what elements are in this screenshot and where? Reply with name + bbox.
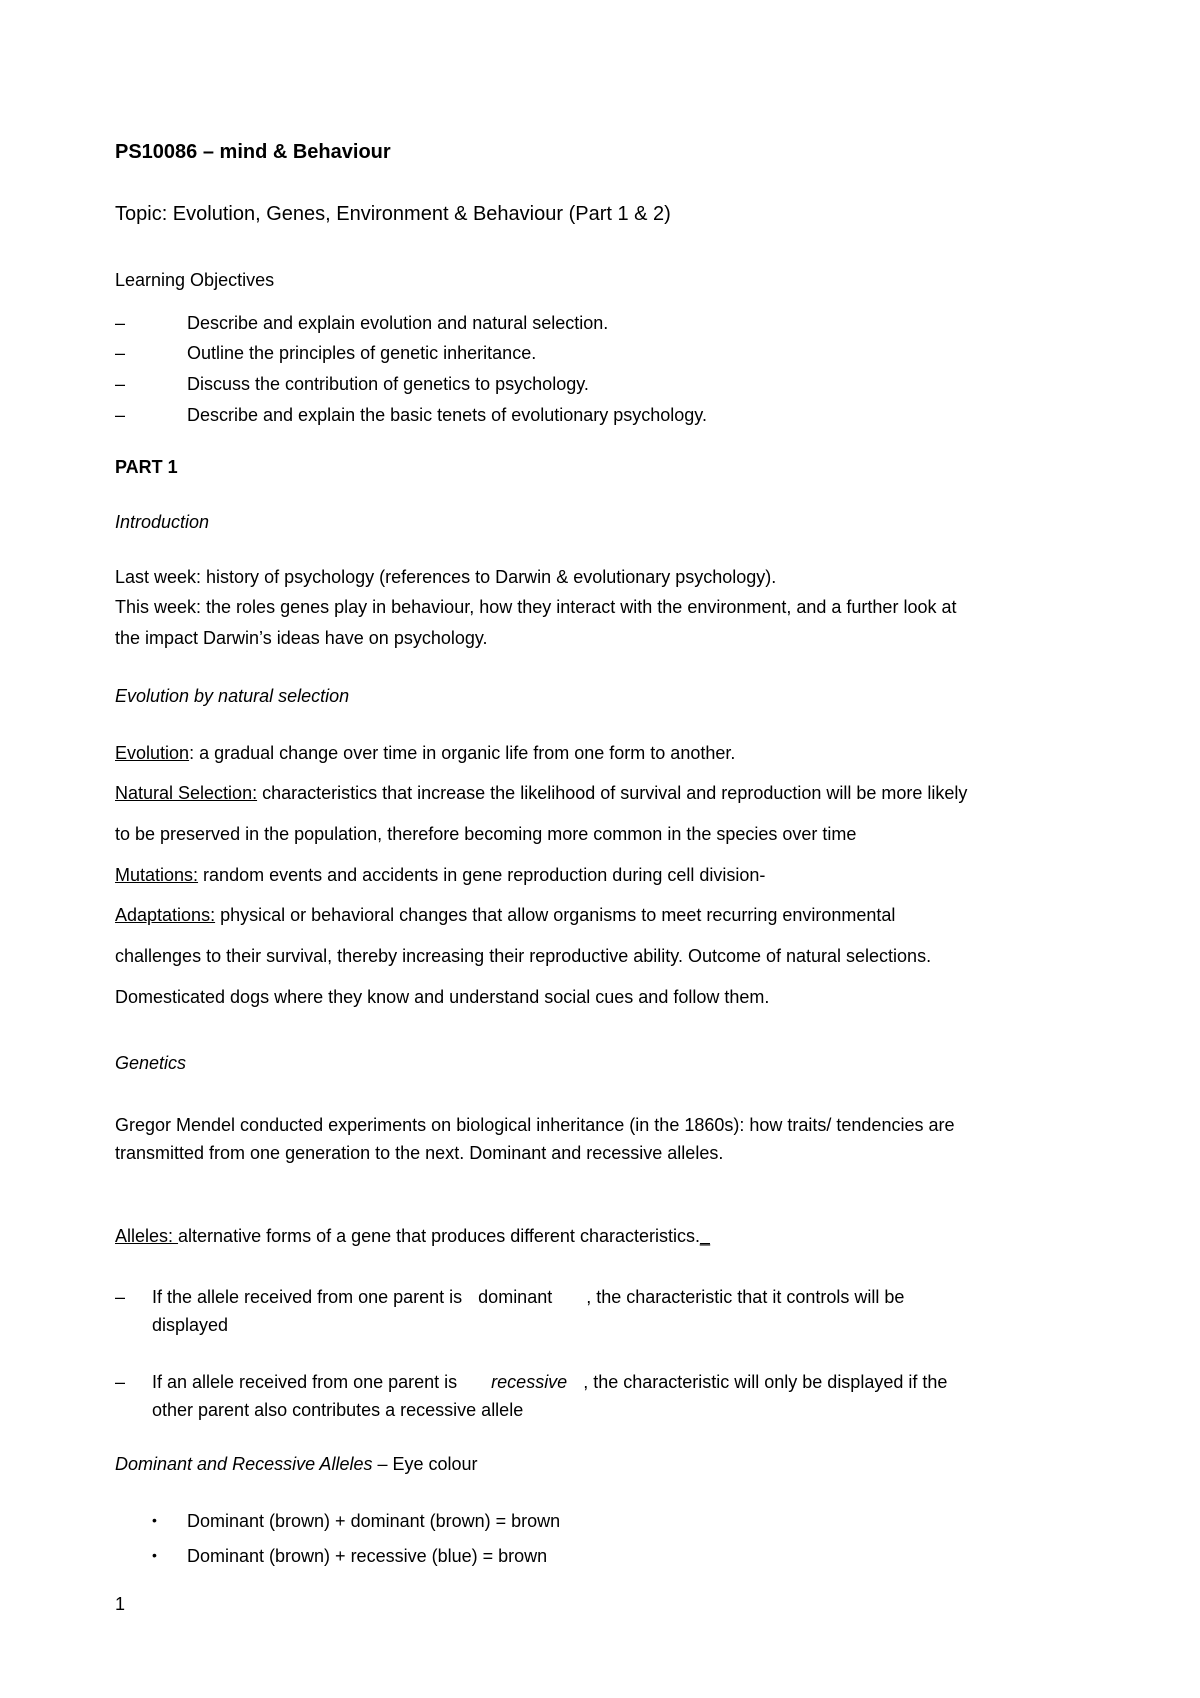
dash-marker: – — [115, 1372, 126, 1392]
dogs-line: Domesticated dogs where they know and understand social cues and follow them. — [115, 987, 770, 1007]
objective-text: Describe and explain the basic tenets of evolutionary psychology. — [187, 405, 707, 425]
dominant-pre: If the allele received from one parent is — [152, 1287, 463, 1307]
natural-selection-definition — [115, 781, 967, 805]
recessive-cont: other parent also contributes a recessive allele — [152, 1400, 524, 1420]
dominant-cont: displayed — [152, 1315, 229, 1335]
eye-colour-item — [152, 1543, 547, 1568]
alleles-def: alternative forms of a gene that produces different characteristics. — [178, 1226, 700, 1246]
bullet-marker: • — [152, 1512, 157, 1528]
objective-text: Discuss the contribution of genetics to psychology. — [187, 374, 589, 394]
dash-marker: – — [115, 343, 126, 363]
dash-marker: – — [115, 374, 126, 394]
mutations-def: random events and accidents in gene reproduction during cell division- — [198, 865, 766, 885]
objective-item — [115, 311, 608, 335]
intro-line: Last week: history of psychology (references to Darwin & evolutionary psychology). — [115, 567, 777, 587]
dominant-word: dominant — [478, 1287, 553, 1307]
selection-def: characteristics that increase the likelihood of survival and reproduction will be more likely — [257, 783, 968, 803]
recessive-pre: If an allele received from one parent is — [152, 1372, 458, 1392]
eye-colour-item — [152, 1508, 560, 1533]
recessive-post: , the characteristic will only be displayed if the — [583, 1372, 948, 1392]
course-title: PS10086 – mind & Behaviour — [115, 141, 391, 163]
eye-colour-text: Dominant (brown) + recessive (blue) = brown — [187, 1546, 548, 1566]
objective-text: Outline the principles of genetic inheritance. — [187, 343, 537, 363]
mendel-line: transmitted from one generation to the next. Dominant and recessive alleles. — [115, 1143, 724, 1163]
mutations-definition — [115, 863, 765, 887]
dash-marker: – — [115, 405, 126, 425]
mutations-term: Mutations: — [115, 865, 199, 885]
part1-heading: PART 1 — [115, 457, 178, 477]
mendel-line: Gregor Mendel conducted experiments on biological inheritance (in the 1860s): how traits/ tendencies are — [115, 1115, 955, 1135]
intro-line: the impact Darwin’s ideas have on psychology. — [115, 628, 488, 648]
evolution-definition — [115, 741, 735, 765]
eye-heading-italic: Dominant and Recessive Alleles — [115, 1454, 373, 1474]
evolution-def: : a gradual change over time in organic life from one form to another. — [189, 743, 736, 763]
adaptations-continued: challenges to their survival, thereby increasing their reproductive ability. Outcome of natural selections. — [115, 946, 932, 966]
recessive-word: recessive — [491, 1372, 568, 1392]
recessive-item — [115, 1368, 1105, 1424]
alleles-term: Alleles: — [115, 1226, 179, 1246]
objective-item — [115, 372, 589, 396]
genetics-heading: Genetics — [115, 1053, 187, 1073]
natural-selection-continued: to be preserved in the population, therefore becoming more common in the species over time — [115, 824, 857, 844]
objectives-heading: Learning Objectives — [115, 270, 275, 290]
alleles-trail: _ — [699, 1226, 710, 1246]
selection-term: Natural Selection: — [115, 783, 258, 803]
dash-marker: – — [115, 1287, 126, 1307]
bullet-marker: • — [152, 1547, 157, 1563]
adaptations-definition — [115, 903, 895, 927]
adaptations-term: Adaptations: — [115, 905, 216, 925]
eye-colour-heading — [115, 1452, 478, 1476]
evolution-heading: Evolution by natural selection — [115, 686, 350, 706]
dominant-item — [115, 1283, 1105, 1339]
objective-item — [115, 341, 536, 365]
objective-text: Describe and explain evolution and natural selection. — [187, 313, 609, 333]
dash-marker: – — [115, 313, 126, 333]
objective-item — [115, 403, 707, 427]
eye-colour-text: Dominant (brown) + dominant (brown) = brown — [187, 1511, 561, 1531]
topic-title: Topic: Evolution, Genes, Environment & Behaviour (Part 1 & 2) — [115, 203, 671, 225]
dominant-post: , the characteristic that it controls will be — [586, 1287, 905, 1307]
evolution-term: Evolution — [115, 743, 190, 763]
eye-heading-rest: – Eye colour — [372, 1454, 478, 1474]
intro-line: This week: the roles genes play in behaviour, how they interact with the environment, and a further look at — [115, 597, 957, 617]
page-number: 1 — [115, 1594, 126, 1614]
adaptations-def: physical or behavioral changes that allow organisms to meet recurring environmental — [215, 905, 896, 925]
alleles-definition — [115, 1224, 710, 1248]
introduction-heading: Introduction — [115, 512, 210, 532]
